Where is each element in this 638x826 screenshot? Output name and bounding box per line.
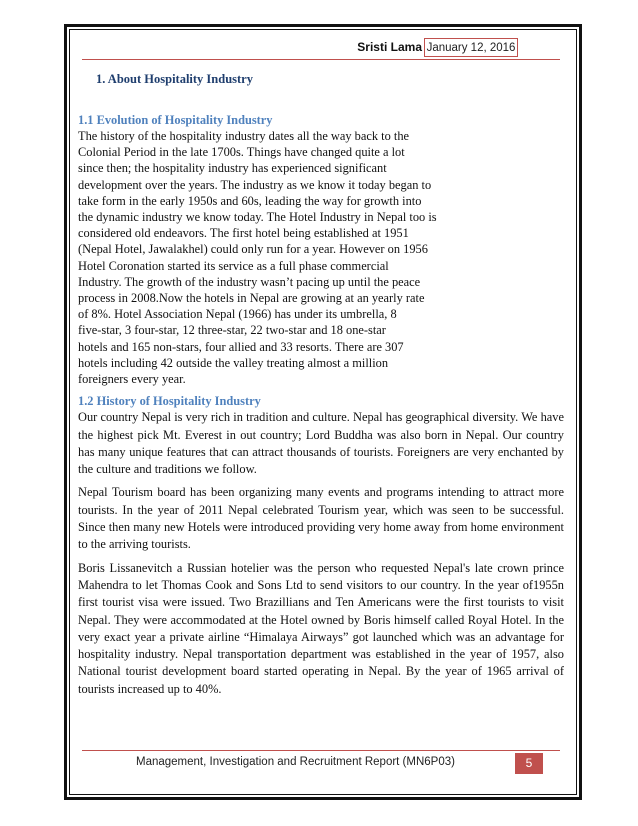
document-body bbox=[78, 70, 564, 704]
text-line: process in 2008.Now the hotels in Nepal are growing at an yearly rate bbox=[78, 291, 425, 306]
text-line: The history of the hospitality industry dates all the way back to the bbox=[78, 129, 410, 143]
text-line: the dynamic industry we know today. The Hotel Industry in Nepal too is bbox=[78, 210, 437, 225]
header-rule bbox=[82, 59, 560, 60]
text-line: foreigners every year. bbox=[78, 372, 186, 387]
footer-title: Management, Investigation and Recruitment Report (MN6P03) bbox=[136, 756, 455, 768]
text-line: (Nepal Hotel, Jawalakhel) could only run for a year. However on 1956 bbox=[78, 242, 428, 257]
header-date: January 12, 2016 bbox=[424, 38, 518, 57]
text-line: hotels and 165 non-stars, four allied and 33 resorts. There are 307 bbox=[78, 339, 404, 354]
text-line: Colonial Period in the late 1700s. Things have changed quite a lot bbox=[78, 145, 405, 160]
text-line: since then; the hospitality industry has experienced significant bbox=[78, 161, 387, 176]
text-line: Industry. The growth of the industry wasn’t pacing up until the peace bbox=[78, 274, 421, 289]
paragraph: Our country Nepal is very rich in tradition and culture. Nepal has geographical diversity. We have the highest pick Mt. Everest in out country; Lord Buddha was also born in Nepal. Our country has many unique features that can attract thousands of tourists. Foreigners are very enchanted by the culture and traditions we follow. bbox=[78, 410, 564, 477]
paragraph: Nepal Tourism board has been organizing many events and programs intending to attract more tourists. In the year of 2011 Nepal celebrated Tourism year, which was seen to be successful. Since then many new Hotels were introduced providing very home away from home environment to the arriving tourists. bbox=[78, 485, 564, 552]
page-number: 5 bbox=[515, 753, 543, 774]
subsection-1-2-heading: 1.2 History of Hospitality Industry bbox=[78, 394, 261, 409]
text-line: development over the years. The industry as we know it today began to bbox=[78, 177, 432, 192]
subsection-1-1-text bbox=[78, 128, 564, 387]
section-heading: 1. About Hospitality Industry bbox=[96, 72, 253, 86]
text-line: five-star, 3 four-star, 12 three-star, 22 two-star and 18 one-star bbox=[78, 323, 386, 338]
text-line: of 8%. Hotel Association Nepal (1966) has under its umbrella, 8 bbox=[78, 307, 397, 322]
footer-rule bbox=[82, 750, 560, 751]
text-line: take form in the early 1950s and 60s, leading the way for growth into bbox=[78, 193, 422, 208]
header-author: Sristi Lama bbox=[357, 40, 422, 54]
paragraph: Boris Lissanevitch a Russian hotelier was the person who requested Nepal's late crown prince Mahendra to let Thomas Cook and Sons Ltd to send visitors to our country. In the year of1955n first tourist visa were issued. Two Brazillians and Ten Americans were the first tourists to visit Nepal. They were accommodated at the Hotel owned by Boris himself called Royal Hotel. In the very exact year a private airline “Himalaya Airways” got launched which was an advantage for hospitality industry. Nepal transportation department was established in the year of 1957, also National tourist development board started operating in Nepal. By the year of 1965 arrival of tourists increased up to 40%. bbox=[78, 560, 564, 696]
text-line: considered old endeavors. The first hotel being established at 1951 bbox=[78, 226, 409, 241]
subsection-1-1-heading: 1.1 Evolution of Hospitality Industry bbox=[78, 113, 273, 127]
text-line: hotels including 42 outside the valley treating almost a million bbox=[78, 355, 389, 370]
text-line: Hotel Coronation started its service as a full phase commercial bbox=[78, 258, 389, 273]
